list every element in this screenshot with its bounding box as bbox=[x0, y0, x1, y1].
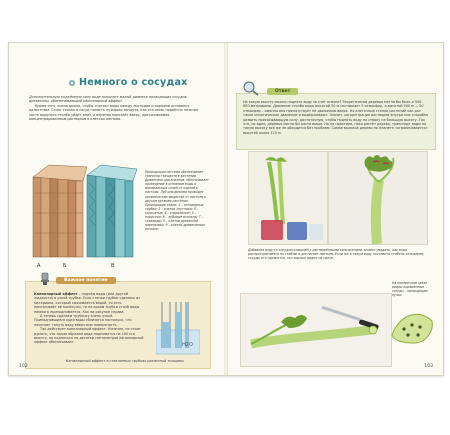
cross-section-caption-text: На поперечном срезе видны окрашенные сосуды – проводящие пучки bbox=[392, 281, 428, 298]
concept-paragraph: – подъём воды (или другой жидкости) в узкой трубке. Если стенки трубки сделаны из материала, который смачивается водой, то есть притягивает её молекулы, то по краям трубки столб воды немного приподнимается. Как на рисунке справа. bbox=[34, 292, 140, 314]
vessel-bundle-a bbox=[33, 165, 87, 257]
answer-box bbox=[236, 89, 436, 150]
celery-knife-photo bbox=[240, 293, 392, 367]
book-spread bbox=[8, 42, 444, 376]
figure-caption bbox=[145, 170, 209, 231]
magnifier-icon bbox=[241, 80, 261, 96]
answer-text bbox=[243, 100, 429, 135]
concept-paragraph: А теперь сделаем трубочку очень узкой. Приподнявшиеся края воды сблизятся настолько, что начинает тянуть воду вверх всю поверхность. bbox=[34, 314, 132, 327]
lamp-icon bbox=[38, 272, 52, 286]
celery-stalk-photo bbox=[328, 151, 428, 245]
figure-label-b: Б bbox=[63, 263, 67, 269]
tubes-caption bbox=[66, 359, 206, 363]
concept-paragraph: Так действует капиллярный эффект. Конечно, не стоит думать, что таким образом вода поднимется на 100 м в высоту, но подняться на десятки сантиметров капиллярный эффект обеспечивает. bbox=[34, 327, 144, 345]
ornament-icon bbox=[67, 79, 77, 87]
figure-label-c: В bbox=[111, 263, 115, 269]
figure-caption-text: Проводящая система обеспечивает транспорт веществ в растении. Древесина или ксилема, обеспечивает проведение в основном воды и минеральных солей от корней к листьям. Луб или флоэма проводит органические вещества от листьев к другим органам растения. Проводящие ткани: 1 – ситовидные трубки; 2 – клетки-спутники; 3 – кольчатые; 4 – спиральные; 5 – пористые; 6 – лубяные волокна; 7 – трахеиды; 8 – клетки древесной паренхимы; 9 – клетки древесинных волокон. bbox=[145, 170, 209, 232]
page-number-right: 103 bbox=[424, 364, 433, 369]
intro-paragraph: Дополнительную подъёмную силу воде помогает малый диаметр проводящих сосудов древесины, обеспечивающий капиллярный эффект. bbox=[29, 95, 187, 104]
page-title: Немного о сосудах bbox=[79, 77, 188, 88]
important-concept-box bbox=[25, 278, 211, 369]
intro-paragraph: Кроме того, очень важно, чтобы «поток» воды между листьями и корнями оставался целостным. Стоит только в сосуд попасть пузырьку воздуха, как эта связь порвётся: нижняя часть водяного столба уйдёт вниз, а верхняя поползёт вверх, притягиваемая концентрированным раствором в клетках листьев. bbox=[29, 103, 198, 122]
photo-caption-text: Добавляя воду со сосудом кожицей с растворёнными красителями, можно увидеть, как вода распространяется по стеблю и достигает листьев. Если же в такую воду поставить стебель сельдерея, сосуды его окрасятся, что хорошо видно на срезе. bbox=[248, 248, 425, 261]
photo-caption bbox=[248, 248, 428, 261]
vessel-illustration bbox=[29, 163, 142, 283]
important-concept-tab: Важное понятие bbox=[56, 277, 116, 284]
important-concept-text bbox=[34, 292, 144, 345]
intro-text bbox=[29, 95, 207, 121]
term: Капиллярный эффект bbox=[34, 292, 78, 296]
answer-tab: Ответ bbox=[267, 88, 298, 95]
capillary-tubes-diagram bbox=[156, 300, 200, 355]
figure-label-a: А bbox=[37, 263, 41, 269]
celery-glasses-photo bbox=[248, 151, 328, 245]
cross-section-caption bbox=[392, 281, 436, 297]
answer-paragraph: На какую высоту можно поднять воду за счёт осмоса? Теоретически деревья могли бы быть и 500-600-метровыми. Давление столба воды высотой 50 м составляет 5 атмосфер, а высотой 500 м — 50 атмосфер – именно оно препятствует её движению вверх. Но клеточные стенки растений как раз такое осмотическое давление и выдерживают. Значит, концентрация растворов внутри них способна развить присасывающую силу, достаточную, чтобы поднять воду по стволу на большую высоту. Так что, по идее, деревья могли бы расти выше. Но на практике, пока растёт дерево, транспорт воды на такую высоту всё же не обходится без проблем. Самое высокое дерево на планете «ограничивается» высотой около 115 м. bbox=[243, 100, 429, 135]
vessel-bundle-b bbox=[87, 165, 137, 257]
right-page bbox=[226, 43, 443, 375]
h2o-label: H2O bbox=[182, 342, 193, 348]
celery-cross-section-photo bbox=[386, 305, 438, 347]
tubes-caption-text: Капиллярный эффект в стеклянных трубках различной толщины bbox=[66, 359, 184, 363]
page-number-left: 102 bbox=[19, 364, 28, 369]
left-page bbox=[9, 43, 226, 375]
